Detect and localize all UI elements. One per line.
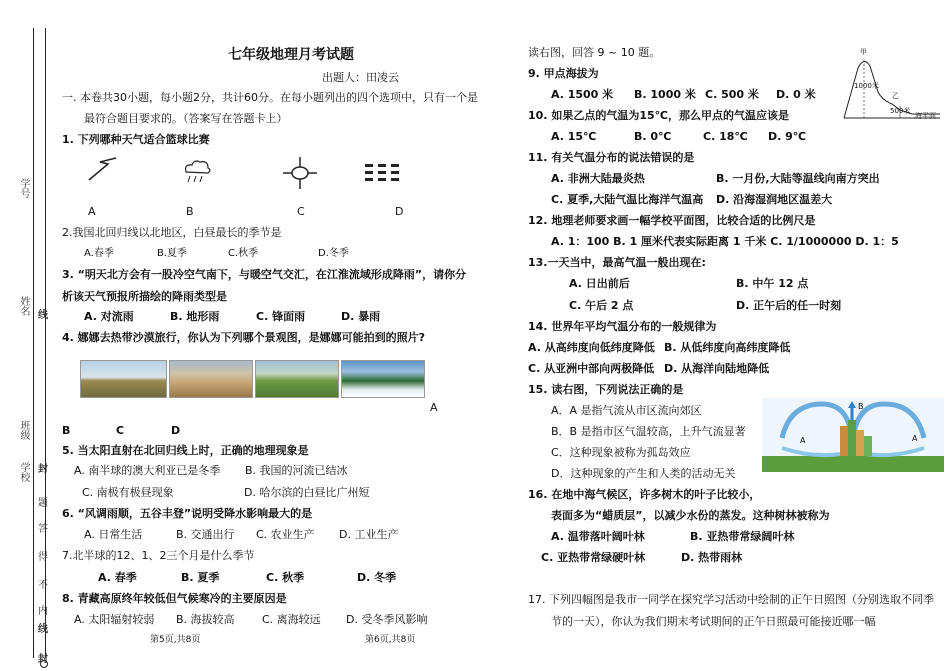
q8-option: B. 海拔较高 <box>176 613 235 626</box>
field-xuehao-label: 学号 <box>18 178 29 198</box>
q4-option-a: A <box>430 401 438 414</box>
q13-option: D. 正午后的任一时刻 <box>736 299 842 312</box>
q16-stem-2: 表面多为“蜡质层”，以减少水份的蒸发。这种树林被称为 <box>551 509 830 522</box>
q14-option: B. 从低纬度向高纬度降低 <box>664 341 791 354</box>
q3-option: D. 暴雨 <box>341 310 381 323</box>
q10-option: D. 9℃ <box>768 130 807 143</box>
q7-option: D. 冬季 <box>357 571 397 584</box>
binding-circle <box>40 660 48 668</box>
q7-option: B. 夏季 <box>181 571 220 584</box>
seal-char: 内 <box>38 606 48 617</box>
weather-symbol-b <box>180 156 214 186</box>
q6-option: B. 交通出行 <box>176 528 235 541</box>
q15-option: B．B 是指市区气温较高，上升气流显著 <box>551 425 746 438</box>
heat-island-label-a-left: A <box>800 436 806 445</box>
q7-stem: 7.北半球的12、1、2三个月是什么季节 <box>62 549 255 562</box>
q15-stem: 15. 读右图，下列说法正确的是 <box>528 383 684 396</box>
mountain-label-yi: 乙 <box>892 92 899 100</box>
q13-stem: 13.一天当中，最高气温一般出现在: <box>528 256 706 269</box>
q3-stem-2: 析该天气预报所描绘的降雨类型是 <box>62 290 227 303</box>
q10-option: C. 18℃ <box>703 130 748 143</box>
bottom-seal-mark: 封 <box>38 654 48 665</box>
q1-option: B <box>186 205 194 218</box>
q4-option: D <box>171 424 181 437</box>
q15-option: C．这种现象被称为孤岛效应 <box>551 446 691 459</box>
q2-option: D.冬季 <box>318 248 349 259</box>
q14-option: A. 从高纬度向低纬度降低 <box>528 341 655 354</box>
q10-option: B. 0℃ <box>634 130 672 143</box>
mountain-label-sea: 海平面 <box>915 112 936 120</box>
q12-options: A. 1：100 B. 1 厘米代表实际距离 1 千米 C. 1/1000000 D. 1：5 <box>551 235 899 248</box>
q11-option: C. 夏季,大陆气温比海洋气温高 <box>551 193 704 206</box>
heat-island-label-a-right: A <box>912 434 918 443</box>
q11-option: A. 非洲大陆最炎热 <box>551 172 645 185</box>
q16-option: B. 亚热带常绿阔叶林 <box>690 530 795 543</box>
q3-option: C. 锋面雨 <box>256 310 306 323</box>
author: 出题人：田凌云 <box>322 71 399 84</box>
q16-stem-1: 16. 在地中海气候区，许多树木的叶子比较小， <box>528 488 761 501</box>
photo-desert <box>169 360 253 398</box>
binding-line-left <box>33 28 34 658</box>
q7-option: C. 秋季 <box>266 571 305 584</box>
page-number-left: 第5页,共8页 <box>150 635 201 645</box>
q1-stem: 1. 下列哪种天气适合篮球比赛 <box>62 133 210 146</box>
q10-option: A. 15℃ <box>551 130 597 143</box>
line-mark: 线 <box>38 310 48 321</box>
q3-option: B. 地形雨 <box>170 310 220 323</box>
seal-char: 题 <box>38 498 48 509</box>
q2-option: C.秋季 <box>228 248 259 259</box>
q17-stem-1: 17. 下列四幅图是我市一同学在探究学习活动中绘制的正午日照图（分别选取不同季 <box>528 593 934 606</box>
q16-option: C. 亚热带常绿硬叶林 <box>541 551 646 564</box>
photo-forest <box>341 360 425 398</box>
q9-stem: 9. 甲点海拔为 <box>528 67 599 80</box>
q15-option: D．这种现象的产生和人类的活动无关 <box>551 467 736 480</box>
q4-option: C <box>116 424 125 437</box>
mountain-label-500m: 500米 <box>890 107 911 115</box>
seal-char: 得 <box>38 552 48 563</box>
heat-island-label-b: B <box>858 402 864 411</box>
q3-stem-1: 3. “明天北方会有一股冷空气南下，与暖空气交汇，在江淮流域形成降雨”，请你分 <box>62 268 467 281</box>
q5-option: A. 南半球的澳大利亚已是冬季 <box>74 464 221 477</box>
seal-mark: 封 <box>38 464 48 475</box>
q6-option: A. 日常生活 <box>84 528 143 541</box>
weather-symbol-a <box>86 156 120 186</box>
q17-stem-2: 节的一天），你认为我们期末考试期间的正午日照最可能接近哪一幅 <box>551 615 876 628</box>
q9-option: C. 500 米 <box>705 88 759 101</box>
weather-symbol-d <box>364 162 400 184</box>
q1-option: D <box>395 205 404 218</box>
q6-stem: 6. “风调雨顺，五谷丰登”说明受降水影响最大的是 <box>62 507 313 520</box>
instructions-line-1: 一. 本卷共30小题，每小题2分，共计60分。在每小题列出的四个选项中，只有一个是 <box>62 91 478 104</box>
instructions-line-2: 最符合题目要求的。（答案写在答题卡上） <box>84 112 288 125</box>
seal-char: 答 <box>38 524 48 535</box>
q16-option: D. 热带雨林 <box>681 551 743 564</box>
q2-option: B.夏季 <box>157 248 188 259</box>
photo-grassland <box>255 360 339 398</box>
q2-stem: 2.我国北回归线以北地区，白昼最长的季节是 <box>62 226 282 239</box>
q2-option: A.春季 <box>84 248 114 259</box>
q10-stem: 10. 如果乙点的气温为15℃，那么甲点的气温应该是 <box>528 109 789 122</box>
seal-char: 不 <box>38 580 48 591</box>
q9-option: D. 0 米 <box>776 88 816 101</box>
q4-stem: 4. 娜娜去热带沙漠旅行，你认为下列哪个景观图，是娜娜可能拍到的照片? <box>62 331 426 344</box>
q16-option: A. 温带落叶阔叶林 <box>551 530 645 543</box>
q9-option: B. 1000 米 <box>634 88 696 101</box>
q1-option: C <box>297 205 305 218</box>
q12-stem: 12. 地理老师要求画一幅学校平面图，比较合适的比例尺是 <box>528 214 816 227</box>
page-number-right: 第6页,共8页 <box>365 635 416 645</box>
q9-option: A. 1500 米 <box>551 88 614 101</box>
photo-savanna <box>80 360 167 398</box>
q13-option: A. 日出前后 <box>569 277 630 290</box>
field-banji-label: 班级 <box>18 420 29 440</box>
q9-10-lead: 读右图，回答 9 ~ 10 题。 <box>528 46 661 59</box>
q4-option: B <box>62 424 71 437</box>
mountain-label-1000m: 1000米 <box>854 82 879 90</box>
q6-option: C. 农业生产 <box>256 528 315 541</box>
seal-char: 线 <box>38 624 48 635</box>
q5-option: C. 南极有极昼现象 <box>82 486 174 499</box>
q14-option: C. 从亚洲中部向两极降低 <box>528 362 655 375</box>
q5-stem: 5. 当太阳直射在北回归线上时，正确的地理现象是 <box>62 444 309 457</box>
weather-symbol-c <box>282 155 318 191</box>
q5-option: B. 我国的河流已结冰 <box>245 464 348 477</box>
q7-option: A. 春季 <box>98 571 137 584</box>
q11-option: B. 一月份,大陆等温线向南方突出 <box>716 172 880 185</box>
q14-stem: 14. 世界年平均气温分布的一般规律为 <box>528 320 717 333</box>
field-xingming-label: 姓名 <box>18 296 29 316</box>
q5-option: D. 哈尔滨的白昼比广州短 <box>244 486 370 499</box>
q3-option: A. 对流雨 <box>84 310 134 323</box>
q6-option: D. 工业生产 <box>339 528 399 541</box>
q8-stem: 8. 青藏高原终年较低但气候寒冷的主要原因是 <box>62 592 287 605</box>
field-xuexiao-label: 学校 <box>18 462 29 482</box>
q8-option: D. 受冬季风影响 <box>346 613 428 626</box>
q14-option: D. 从海洋向陆地降低 <box>664 362 770 375</box>
q13-option: B. 中午 12 点 <box>736 277 809 290</box>
q1-option: A <box>88 205 96 218</box>
mountain-label-jia: 甲 <box>860 48 867 56</box>
q11-stem: 11. 有关气温分布的说法错误的是 <box>528 151 695 164</box>
page-title: 七年级地理月考试题 <box>228 47 354 63</box>
q8-option: C. 离海较远 <box>262 613 321 626</box>
q15-option: A．A 是指气流从市区流向郊区 <box>551 404 702 417</box>
q8-option: A. 太阳辐射较弱 <box>74 613 155 626</box>
q13-option: C. 午后 2 点 <box>569 299 634 312</box>
q11-option: D. 沿海湿润地区温差大 <box>716 193 833 206</box>
binding-line-right <box>45 28 46 658</box>
